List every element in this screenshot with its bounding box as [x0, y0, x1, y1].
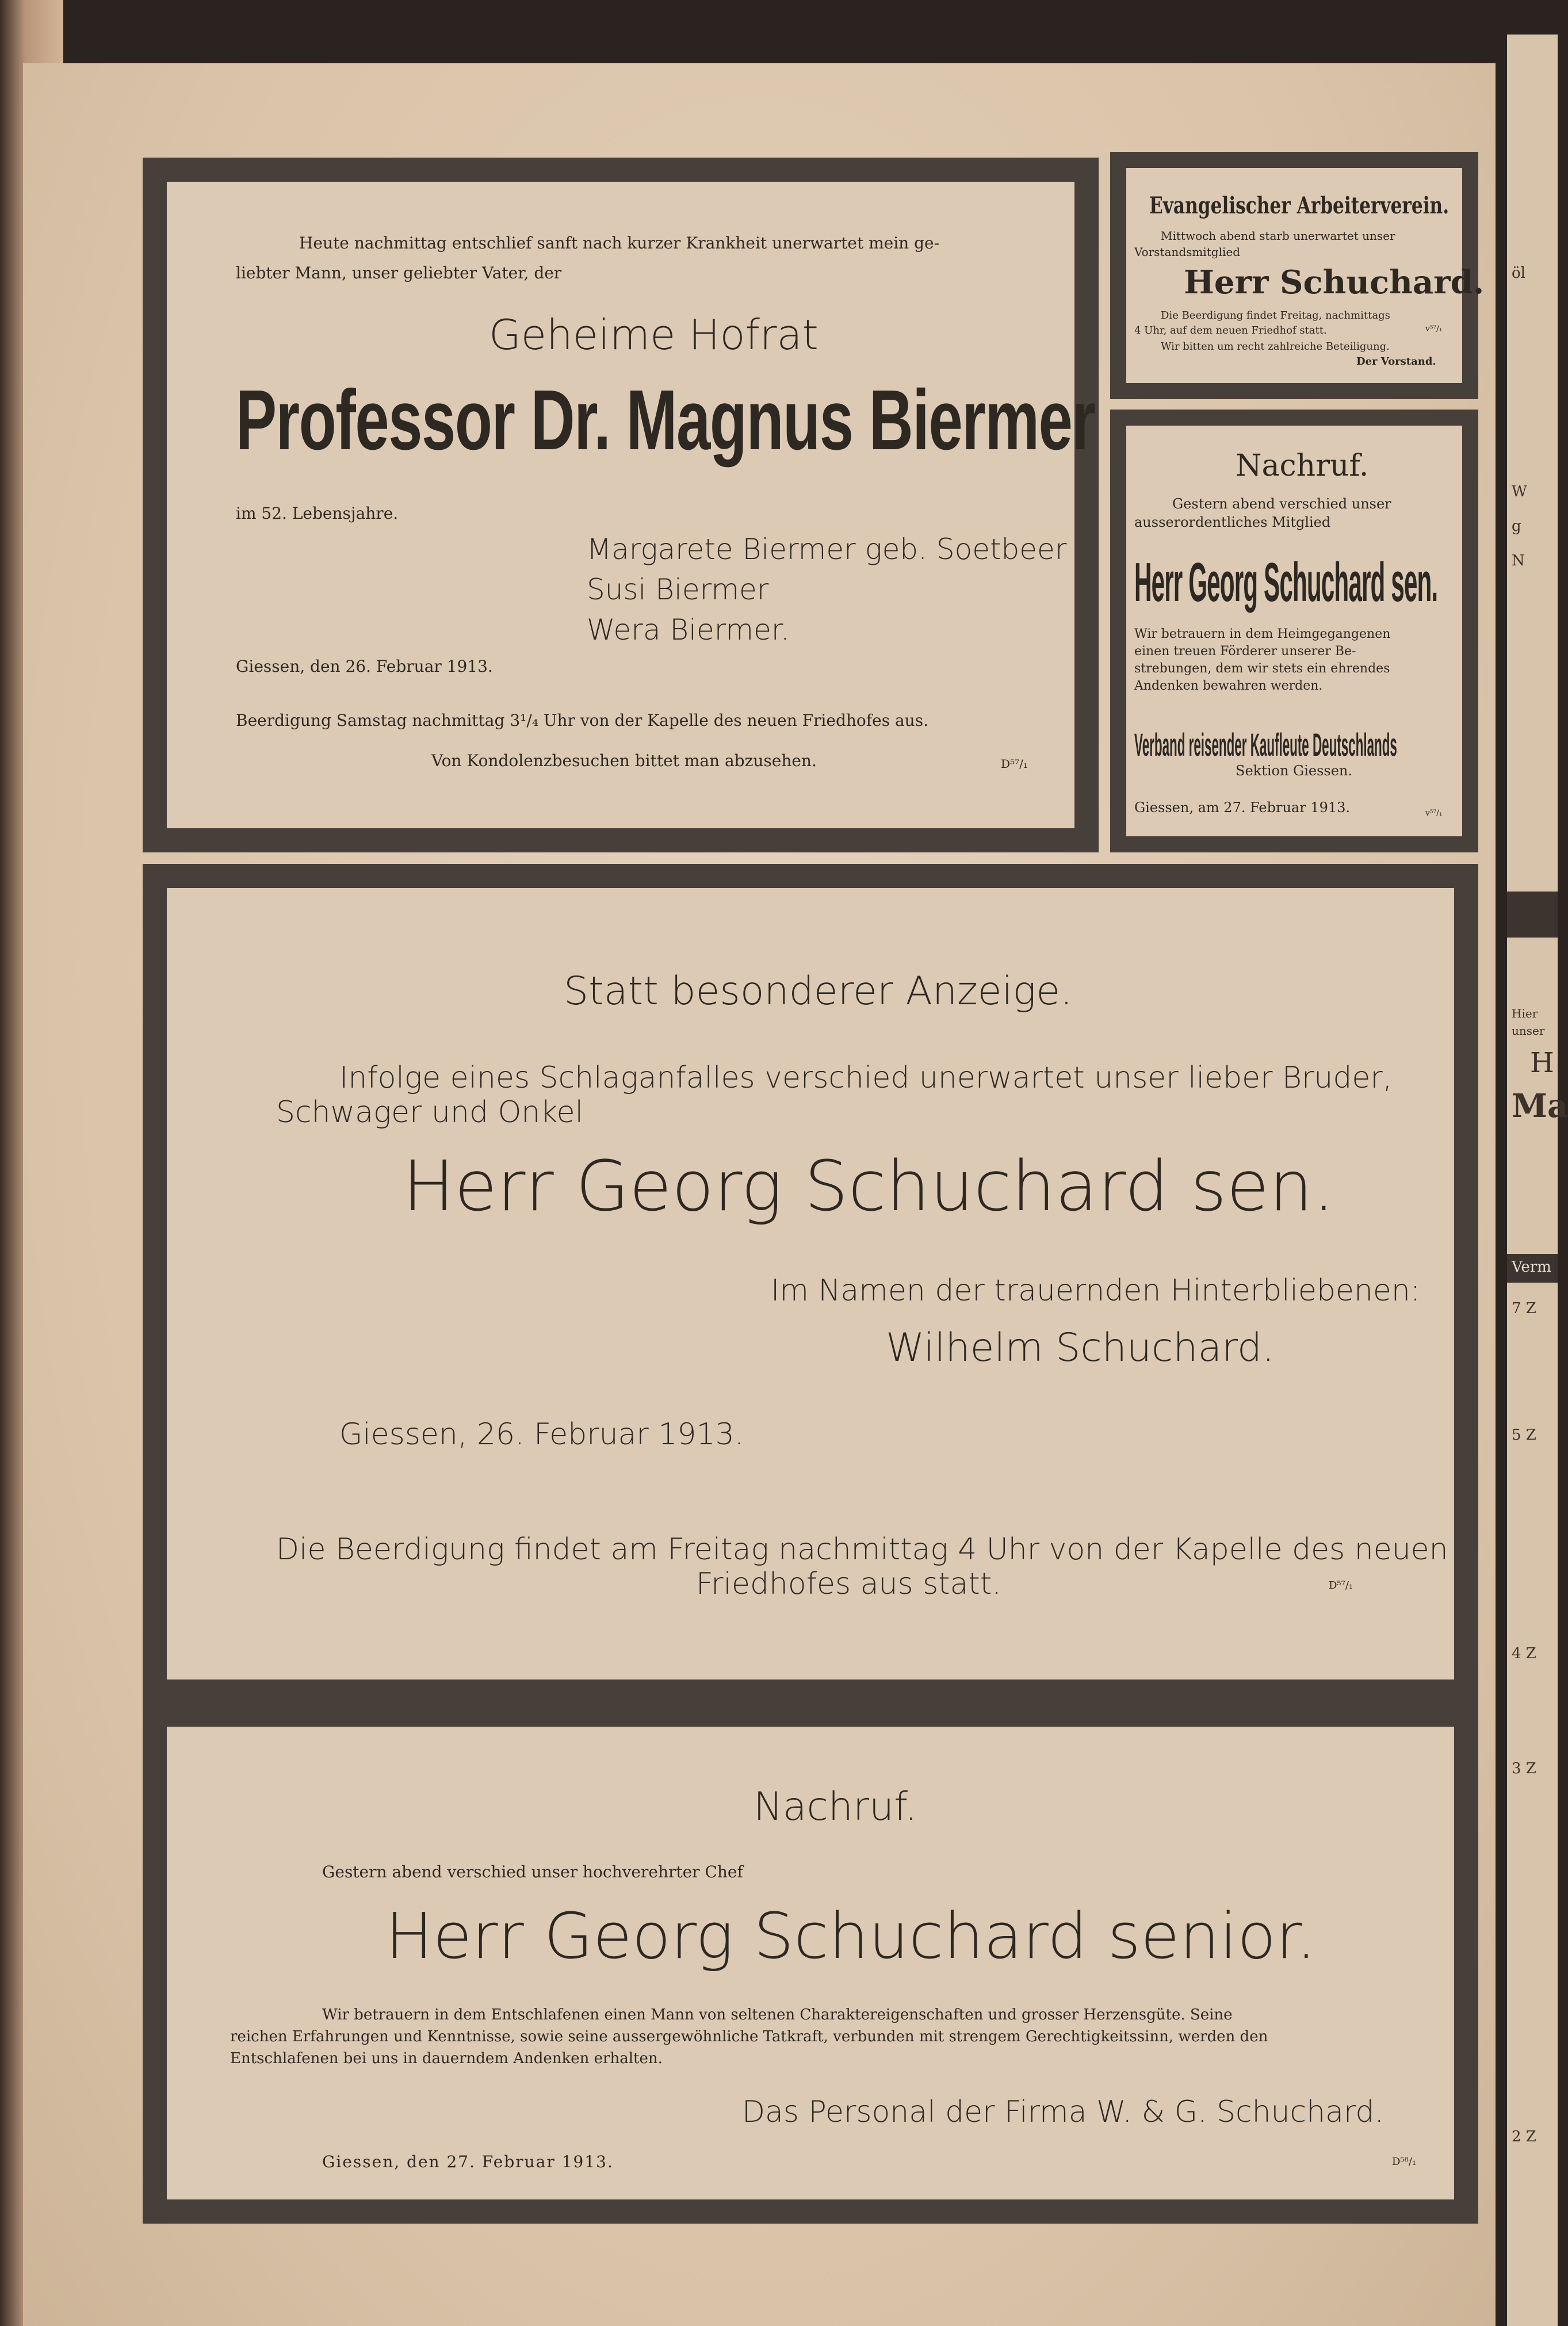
adjacent-page-fragment	[1507, 35, 1568, 2326]
organization-name: Verband reisender Kaufleute Deutschlands	[1134, 726, 1397, 763]
notice-text: einen treuen Förderer unserer Be-	[1134, 644, 1356, 659]
notice-text: Wir betrauern in dem Entschlafenen einen Mann von seltenen Charaktereigenschaften und grosser Herzensgüte. Seine	[322, 2006, 1233, 2023]
schuchard-senior-nachruf-notice	[143, 1703, 1478, 2224]
adjacent-text: g	[1512, 518, 1521, 535]
mourner-name: Margarete Biermer geb. Soetbeer	[587, 533, 1067, 566]
signature: Der Vorstand.	[1356, 355, 1436, 368]
deceased-name: Herr Georg Schuchard senior.	[385, 1899, 1317, 1973]
print-code: D⁵⁷/₁	[1001, 757, 1028, 771]
adjacent-text: öl	[1512, 265, 1525, 282]
place-date: Giessen, 26. Februar 1913.	[339, 1417, 744, 1452]
deceased-name: Herr Georg Schuchard sen.	[1134, 552, 1438, 613]
adjacent-rule	[1507, 892, 1558, 938]
evangelischer-arbeiterverein-notice	[1110, 152, 1485, 399]
funeral-info: Beerdigung Samstag nachmittag 3¹/₄ Uhr von der Kapelle des neuen Friedhofes aus.	[236, 711, 928, 730]
notice-text: Vorstandsmitglied	[1134, 245, 1241, 259]
verband-nachruf-notice	[1110, 410, 1478, 852]
honorific-title: Geheime Hofrat	[489, 311, 819, 359]
notice-header: Statt besonderer Anzeige.	[564, 969, 1073, 1014]
signer-name: Das Personal der Firma W. & G. Schuchard.	[742, 2095, 1384, 2129]
mourner-name: Susi Biermer	[587, 573, 769, 606]
notice-text: strebungen, dem wir stets ein ehrendes	[1134, 661, 1390, 676]
deceased-name: Professor Dr. Magnus Biermer	[236, 373, 1095, 468]
intro-text: liebter Mann, unser geliebter Vater, der	[236, 263, 562, 282]
adjacent-text: 3 Z	[1512, 1760, 1536, 1777]
adjacent-text: Hier	[1512, 1007, 1538, 1020]
signer-name: Wilhelm Schuchard.	[886, 1325, 1275, 1371]
notice-text: Wir bitten um recht zahlreiche Beteiligung.	[1161, 341, 1390, 353]
biermer-death-notice	[143, 158, 1099, 852]
notice-header: Nachruf.	[1236, 449, 1369, 483]
print-code: v⁵⁷/₁	[1425, 809, 1443, 818]
place-date: Giessen, den 26. Februar 1913.	[236, 657, 493, 676]
notice-text: Schwager und Onkel	[276, 1095, 584, 1130]
deceased-name: Herr Georg Schuchard sen.	[403, 1147, 1335, 1227]
place-date: Giessen, den 27. Februar 1913.	[322, 2152, 614, 2171]
deceased-name: Herr Schuchard.	[1184, 263, 1485, 301]
intro-text: Heute nachmittag entschlief sanft nach kurzer Krankheit unerwartet mein ge-	[299, 234, 940, 253]
statt-besonderer-anzeige-notice	[143, 864, 1478, 1704]
notice-header: Nachruf.	[754, 1784, 917, 1830]
funeral-info: Friedhofes aus statt.	[696, 1567, 1001, 1601]
condolence-note: Von Kondolenzbesuchen bittet man abzusehen.	[431, 751, 817, 770]
adjacent-text: unser	[1512, 1024, 1545, 1038]
organization-section: Sektion Giessen.	[1236, 763, 1353, 779]
notice-text: Wir betrauern in dem Heimgegangenen	[1134, 627, 1391, 641]
mourner-name: Wera Biermer.	[587, 613, 790, 646]
notice-text: Andenken bewahren werden.	[1134, 679, 1323, 693]
notice-text: ausserordentliches Mitglied	[1134, 514, 1331, 530]
age-text: im 52. Lebensjahre.	[236, 504, 399, 523]
adjacent-text: Verm	[1512, 1258, 1551, 1276]
notice-text: Gestern abend verschied unser	[1172, 496, 1391, 512]
print-code: D⁵⁸/₁	[1392, 2156, 1417, 2168]
notice-text: Gestern abend verschied unser hochverehrter Chef	[322, 1862, 743, 1881]
adjacent-text: W	[1512, 483, 1527, 500]
place-date: Giessen, am 27. Februar 1913.	[1134, 799, 1351, 816]
adjacent-text: 5 Z	[1512, 1426, 1536, 1444]
notice-text: 4 Uhr, auf dem neuen Friedhof statt.	[1134, 324, 1327, 336]
adjacent-text: 4 Z	[1512, 1645, 1536, 1662]
adjacent-text: 2 Z	[1512, 2128, 1536, 2145]
print-code: v⁵⁷/₁	[1425, 324, 1443, 334]
funeral-info: Die Beerdigung findet am Freitag nachmittag 4 Uhr von der Kapelle des neuen	[276, 1532, 1448, 1567]
notice-text: Infolge eines Schlaganfalles verschied unerwartet unser lieber Bruder,	[339, 1061, 1393, 1095]
mourners-label: Im Namen der trauernden Hinterbliebenen:	[771, 1273, 1421, 1308]
notice-text: Entschlafenen bei uns in dauerndem Andenken erhalten.	[230, 2050, 663, 2067]
adjacent-text: 7 Z	[1512, 1300, 1536, 1317]
adjacent-text: H	[1530, 1047, 1554, 1079]
notice-text: reichen Erfahrungen und Kenntnisse, sowie seine aussergewöhnliche Tatkraft, verbunden mit strengem Gerechtigkeitssinn, werden den	[230, 2028, 1268, 2045]
notice-text: Die Beerdigung findet Freitag, nachmittags	[1161, 309, 1390, 322]
adjacent-text: Ma	[1512, 1087, 1568, 1125]
notice-header: Evangelischer Arbeiterverein.	[1149, 192, 1450, 219]
adjacent-text: N	[1512, 552, 1525, 569]
print-code: D⁵⁷/₁	[1329, 1579, 1353, 1592]
notice-text: Mittwoch abend starb unerwartet unser	[1161, 229, 1395, 243]
